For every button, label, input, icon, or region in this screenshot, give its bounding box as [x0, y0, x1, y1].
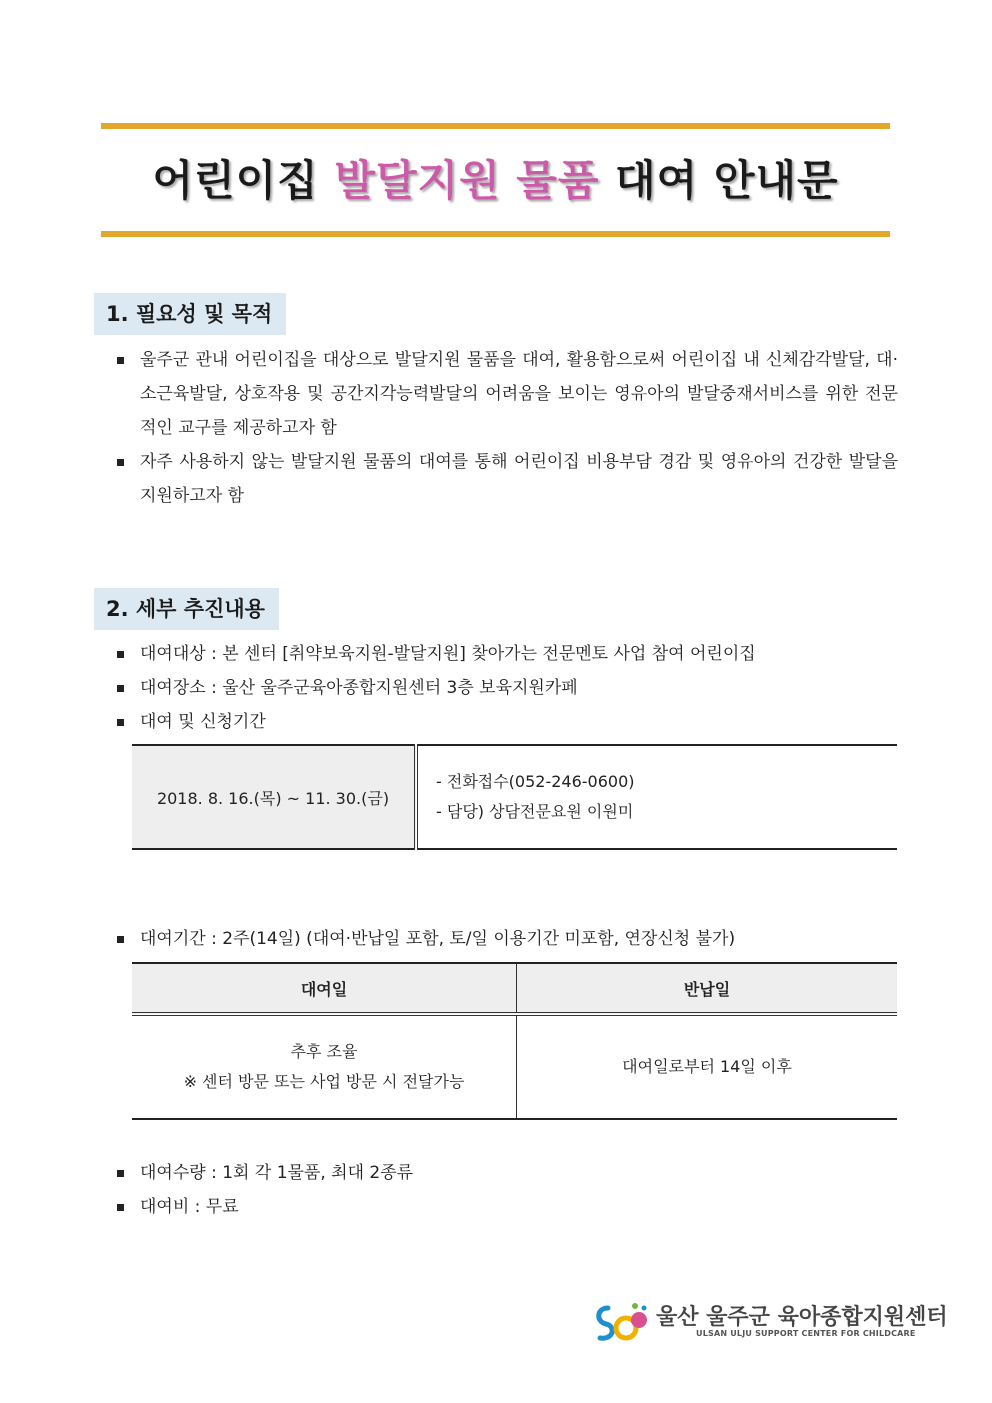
list-item: 대여수량 : 1회 각 1물품, 최대 2종류: [116, 1156, 898, 1190]
title-part1: 어린이집: [152, 156, 335, 205]
title-top-rule: [101, 123, 890, 129]
list-item: 울주군 관내 어린이집을 대상으로 발달지원 물품을 대여, 활용함으로써 어린이집 내 신체감각발달, 대·소근육발달, 상호작용 및 공간지각능력발달의 어려움을 보이는 영유아의 발달중재서비스를 위한 전문적인 교구를 제공하고자 함: [116, 343, 898, 445]
rent-line2: ※ 센터 방문 또는 사업 방문 시 전달가능: [183, 1072, 465, 1091]
contact-phone: - 전화접수(052-246-0600): [436, 772, 635, 791]
logo-mark-icon: [592, 1300, 652, 1344]
org-name-english: ULSAN ULJU SUPPORT CENTER FOR CHILDCARE: [696, 1329, 916, 1338]
list-item: 대여 및 신청기간: [116, 705, 898, 739]
rent-date-cell: [132, 1014, 517, 1119]
section2-bullets-a: [116, 637, 898, 739]
section2-heading: 2. 세부 추진내용: [94, 588, 279, 630]
org-name-korean: 울산 울주군 육아종합지원센터: [656, 1305, 948, 1330]
period-contact: [416, 745, 897, 849]
section1-heading: 1. 필요성 및 목적: [94, 293, 286, 335]
title-part2: 대여 안내문: [599, 156, 839, 205]
title-bottom-rule: [101, 231, 890, 237]
rental-table: [132, 962, 897, 1120]
rent-line1: 추후 조율: [290, 1042, 358, 1061]
list-item: 대여비 : 무료: [116, 1190, 898, 1224]
list-item: 대여장소 : 울산 울주군육아종합지원센터 3층 보육지원카페: [116, 671, 898, 705]
return-date-cell: 대여일로부터 14일 이후: [622, 1057, 792, 1076]
header-return-date: 반납일: [517, 963, 898, 1014]
list-item: 대여대상 : 본 센터 [취약보육지원-발달지원] 찾아가는 전문멘토 사업 참여 어린이집: [116, 637, 898, 671]
list-item: 대여기간 : 2주(14일) (대여·반납일 포함, 토/일 이용기간 미포함, 연장신청 불가): [116, 922, 898, 956]
section2-bullet-b: [116, 922, 898, 956]
org-logo: [592, 1300, 948, 1344]
section2-bullets-c: [116, 1156, 898, 1224]
period-date: 2018. 8. 16.(목) ~ 11. 30.(금): [132, 745, 416, 849]
contact-person: - 담당) 상담전문요원 이원미: [436, 802, 634, 821]
list-item: 자주 사용하지 않는 발달지원 물품의 대여를 통해 어린이집 비용부담 경감 및 영유아의 건강한 발달을 지원하고자 함: [116, 445, 898, 513]
page-title: [101, 146, 890, 216]
title-highlight: 발달지원 물품: [334, 156, 600, 205]
period-table: [132, 744, 897, 850]
section1-bullets: [116, 343, 898, 513]
header-rent-date: 대여일: [132, 963, 517, 1014]
